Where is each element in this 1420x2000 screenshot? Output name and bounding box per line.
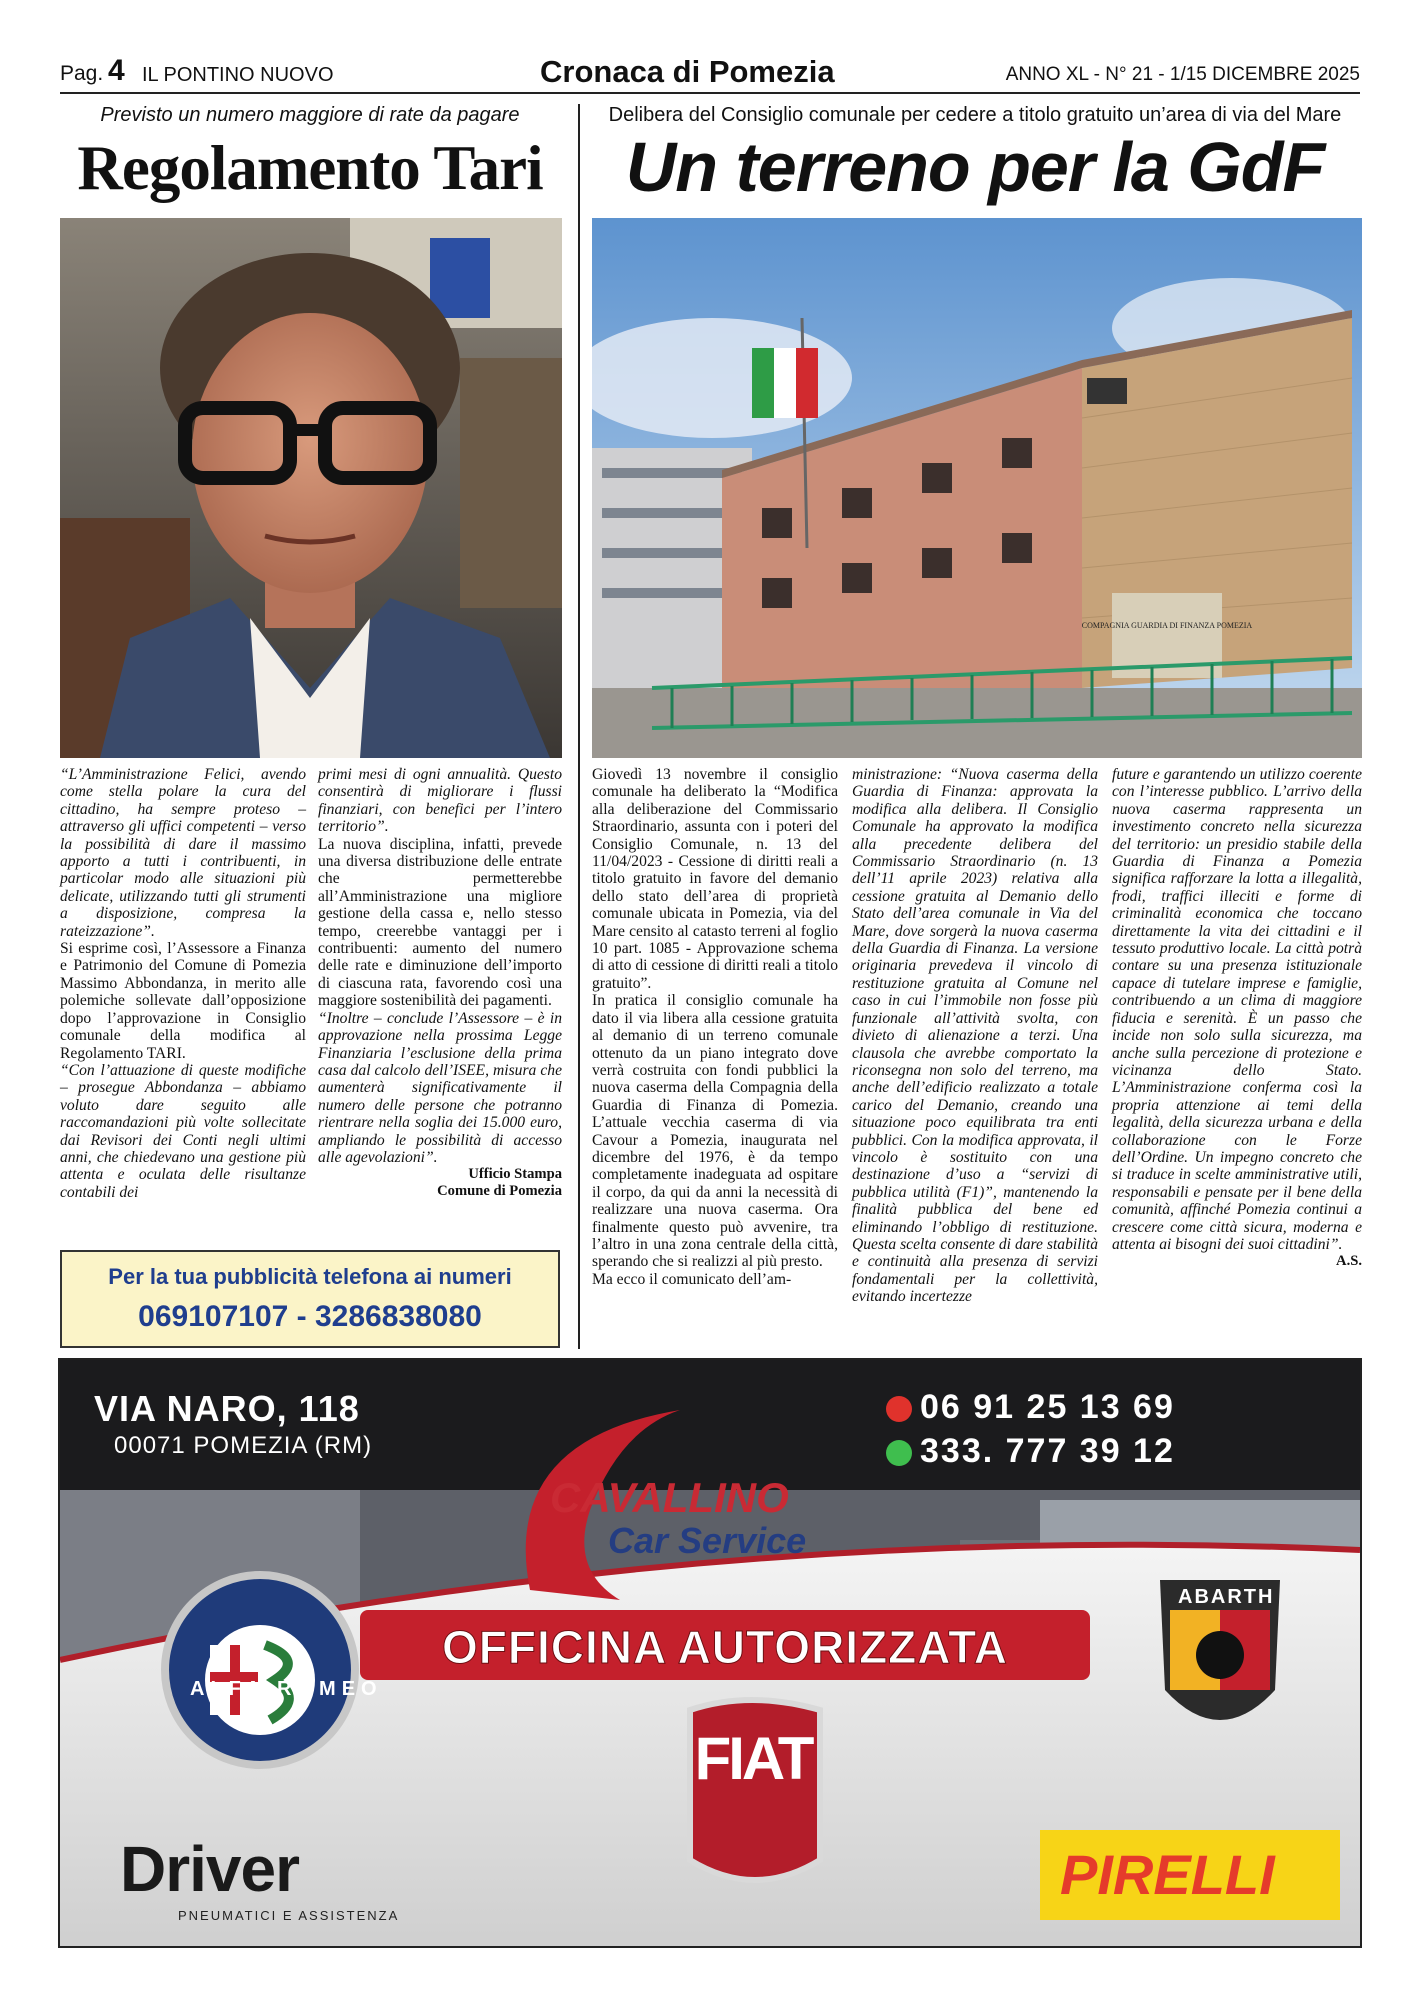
tari-paragraph: “Con l’attuazione di queste modifiche – prosegue Abbondanza – abbiamo voluto dare seguito alle raccomandazioni più volte sollecitate dai Revisori dei Conti negli ultimi anni, che chiedevano una gestione più attenta e oculata delle risultanze contabili dei	[60, 1061, 306, 1201]
gdf-paragraph: future e garantendo un utilizzo coerente con l’interesse pubblico. L’arrivo della nuova caserma rappresenta un investimento concreto nella sicurezza del territorio: un presidio stabile della Guardia di Finanza a Pomezia significa rafforzare la lotta a illegalità, frodi, traffici illeciti e forme di criminalità economica che toccano direttamente la vita dei cittadini e il tessuto produttivo locale. La città potrà contare su una presenza istituzionale capace di tutelare imprese e famiglie, contribuendo a un clima di maggiore fiducia e serenità. È un passo che incide non solo sulla sicurezza, ma anche sulla percezione di protezione e vicinanza dello Stato. L’Amministrazione conferma così la propria attenzione ai temi della legalità, della sicurezza urbana e della collaborazione con le Forze dell’Ordine. Un impegno concreto che si traduce in scelte amministrative utili, responsabili e pensate per il bene della comunità, affinché Pomezia continui a crescere come città sicura, moderna e attenta ai bisogni dei suoi cittadini”.	[1112, 766, 1362, 1253]
page-header	[60, 54, 1360, 94]
tari-paragraph: “L’Amministrazione Felici, avendo come stella polare la cura del cittadino, ha sempre proteso – attraverso gli uffici competenti – verso la possibilità di dare il massimo apporto a tutti i contribuenti, in particolar modo alle situazioni più delicate, utilizzando tutti gli strumenti a disposizione, compresa la rateizzazione”.	[60, 766, 306, 940]
phone-icon	[886, 1396, 912, 1422]
tari-kicker: Previsto un numero maggiore di rate da pagare	[100, 104, 520, 126]
caserma-building-photo	[592, 218, 1362, 758]
ad-brand-subtitle: Car Service	[608, 1520, 807, 1561]
tari-paragraph: “Inoltre – conclude l’Assessore – è in approvazione nella prossima Legge Finanziaria l’esclusione della prima casa dal calcolo dell’ISEE, misura che aumenterà significativamente il numero delle persone che potranno rientrare nella soglia dei 15.000 euro, ampliando le possibilità di accesso alle agevolazioni”.	[318, 1009, 562, 1166]
assessor-portrait-photo	[60, 218, 562, 758]
driver-tagline: PNEUMATICI E ASSISTENZA	[178, 1908, 400, 1923]
issue-info: ANNO XL - N° 21 - 1/15 DICEMBRE 2025	[1005, 64, 1360, 85]
promo-text: Per la tua pubblicità telefona ai numeri	[108, 1264, 512, 1289]
tari-column-2	[318, 766, 562, 1200]
tari-paragraph: La nuova disciplina, infatti, prevede una diversa distribuzione delle entrate che permetterebbe all’Amministrazione una migliore gestione della cassa e, nello stesso tempo, creerebbe vantaggi per i contribuenti: aumento del numero delle rate e diminuzione dell’importo di ciascuna rata, favorendo così una maggiore sostenibilità dei pagamenti.	[318, 835, 562, 1010]
section-title: Cronaca di Pomezia	[540, 54, 835, 89]
column-divider	[578, 104, 580, 1349]
gdf-headline: Un terreno per la GdF	[625, 128, 1325, 206]
gdf-paragraph: ministrazione: “Nuova caserma della Guardia di Finanza: approvata la modifica alla delibera. Il Consiglio Comunale ha approvato la modifica alla precedente delibera del Commissario Straordinario (n. 13 dell’11 aprile 2023) relativa alla cessione gratuita al Demanio dello Stato dell’area comunale in Via del Mare, dove sorgerà la nuova caserma della Guardia di Finanza. La versione originaria prevedeva il vincolo di restituzione gratuita al Comune nel caso in cui l’immobile non fosse più funzionale all’attività svolta, con divieto di alienazione a terzi. Una clausola che avrebbe comportato la riconsegna non solo del terreno, ma anche dell’edificio realizzato a totale carico del Demanio, creando una situazione poco equilibrata tra enti pubblici. Con la modifica approvata, il vincolo è sostituito con una destinazione d’uso a “servizi di pubblica utilità (F1)”, mantenendo la finalità pubblica del bene ed eliminando l’obbligo di restituzione. Questa scelta consente di dare stabilità e continuità alla presenza di servizi fondamentali per la collettività, evitando incertezze	[852, 766, 1098, 1306]
gdf-paragraph: Ma ecco il comunicato dell’am-	[592, 1270, 792, 1288]
advertising-contact-box	[60, 1250, 560, 1348]
gdf-column-3	[1112, 766, 1362, 1270]
promo-phone-numbers: 069107107 - 3286838080	[138, 1300, 482, 1333]
driver-logo: Driver	[120, 1833, 299, 1905]
ad-address: VIA NARO, 118	[94, 1388, 360, 1429]
ad-brand-name: CAVALLINO	[550, 1474, 789, 1521]
gdf-paragraph: Giovedì 13 novembre il consiglio comunale ha deliberato la “Modifica alla deliberazione del Commissario Straordinario, assunta con i poteri del Consiglio Comunale, n. 13 del 11/04/2023 - Cessione di diritti reali a titolo gratuito in favore del demanio dello stato dell’area di proprietà comunale ubicata in Pomezia, via del Mare censito al catasto terreni al foglio 10 part. 1085 - Approvazione schema di atto di cessione di diritti reali a titolo gratuito”.	[592, 766, 838, 992]
fiat-logo: FIAT	[694, 1725, 812, 1792]
alfa-romeo-logo: ALFA ROMEO	[190, 1678, 383, 1700]
caserma-entrance-sign: COMPAGNIA GUARDIA DI FINANZA POMEZIA	[1081, 621, 1253, 630]
cavallino-advertisement	[58, 1358, 1362, 1948]
page-number: 4	[108, 54, 125, 87]
gdf-column-1	[592, 766, 838, 1288]
page-label: Pag.	[60, 62, 104, 85]
ad-city: 00071 POMEZIA (RM)	[114, 1432, 373, 1459]
tari-signature-comune: Comune di Pomezia	[437, 1183, 562, 1200]
tari-headline: Regolamento Tari	[77, 133, 543, 203]
abarth-logo: ABARTH	[1178, 1586, 1275, 1608]
tari-paragraph: primi mesi di ogni annualità. Questo consentirà di migliorare i flussi finanziari, con benefici per l’intero territorio”.	[318, 766, 562, 836]
pirelli-logo: PIRELLI	[1060, 1843, 1275, 1906]
whatsapp-icon	[886, 1440, 912, 1466]
ad-headline: OFFICINA AUTORIZZATA	[442, 1621, 1008, 1673]
ad-mobile: 333. 777 39 12	[920, 1432, 1175, 1470]
tari-column-1	[60, 766, 306, 1201]
ad-phone: 06 91 25 13 69	[920, 1388, 1175, 1426]
gdf-kicker: Delibera del Consiglio comunale per cedere a titolo gratuito un’area di via del Mare	[608, 104, 1342, 126]
tari-signature-office: Ufficio Stampa	[468, 1166, 562, 1183]
gdf-signature: A.S.	[1336, 1253, 1362, 1270]
gdf-paragraph: In pratica il consiglio comunale ha dato il via libera alla cessione gratuita al demanio di un terreno comunale ottenuto da un piano integrato dove verrà costruita con fondi pubblici la nuova caserma della Compagnia della Guardia di Finanza di Pomezia. L’attuale vecchia caserma di via Cavour a Pomezia, inaugurata nel dicembre del 1976, è da tempo completamente inadeguata ad ospitare il corpo, da qui da anni la necessità di realizzare una nuova caserma. Ora finalmente questo può avvenire, tra l’altro in una zona centrale della città, sperando che si realizzi al più presto.	[592, 992, 838, 1271]
masthead: IL PONTINO NUOVO	[142, 64, 334, 86]
tari-paragraph: Si esprime così, l’Assessore a Finanza e Patrimonio del Comune di Pomezia Massimo Abbondanza, in merito alle polemiche sollevate dall’opposizione dopo l’approvazione in Consiglio comunale della modifica al Regolamento TARI.	[60, 940, 306, 1062]
gdf-column-2	[852, 766, 1098, 1306]
